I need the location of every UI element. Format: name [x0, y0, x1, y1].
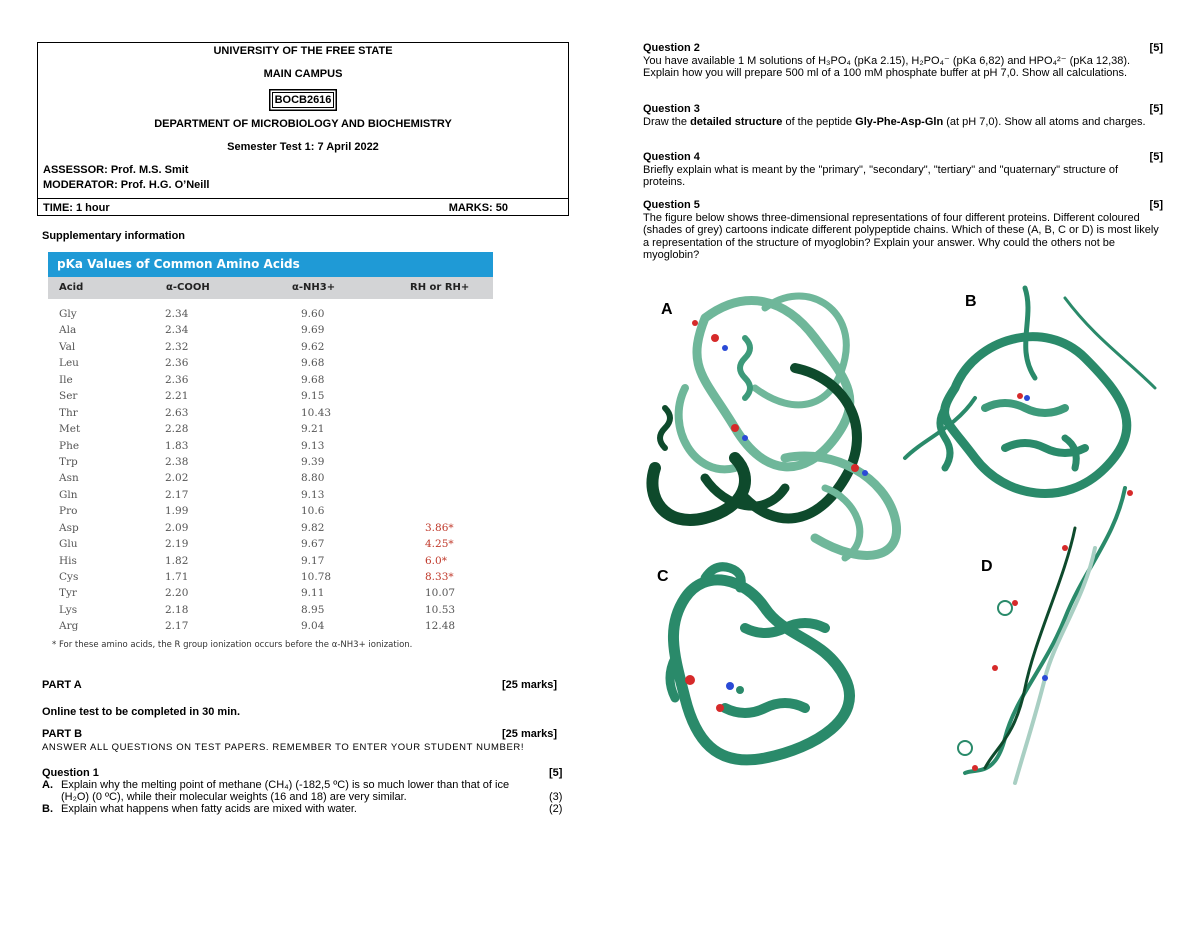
pka-rh: 3.86* [425, 521, 454, 534]
pka-acid: Arg [59, 620, 79, 633]
pka-cooh: 2.17 [165, 620, 189, 633]
pka-row [48, 455, 493, 471]
pka-row [48, 389, 493, 405]
pka-footnote: * For these amino acids, the R group ionization occurs before the α-NH3+ ionization. [52, 639, 413, 650]
part-b-note: ANSWER ALL QUESTIONS ON TEST PAPERS. REMEMBER TO ENTER YOUR STUDENT NUMBER! [42, 742, 525, 753]
pka-nh3: 9.39 [301, 455, 325, 468]
pka-row [48, 439, 493, 455]
protein-structures-svg [645, 278, 1165, 793]
q3-text-bold2: Gly-Phe-Asp-Gln [855, 115, 944, 128]
q1-b-marks: (2) [549, 803, 563, 815]
pka-acid: Phe [59, 439, 80, 452]
pka-row [48, 406, 493, 422]
pka-nh3: 10.78 [301, 571, 332, 583]
pka-acid: Thr [59, 406, 78, 419]
protein-structures-figure [645, 278, 1165, 793]
pka-nh3: 9.69 [301, 324, 325, 337]
q1-title: Question 1 [42, 767, 99, 779]
q3-marks: [5] [1149, 103, 1163, 115]
pka-nh3: 9.68 [301, 373, 325, 386]
q3-text [643, 116, 1163, 129]
protein-d [958, 488, 1133, 783]
pka-row [48, 340, 493, 356]
pka-row [48, 307, 493, 323]
pka-acid: Tyr [59, 587, 77, 600]
q1-a-label: A. [42, 779, 53, 791]
pka-table-title [48, 252, 493, 277]
part-b-title: PART B [42, 728, 83, 740]
q3-text-bold1: detailed structure [690, 115, 783, 128]
pka-nh3: 9.15 [301, 390, 325, 403]
q1-a-marks: (3) [549, 791, 563, 803]
pka-cooh: 2.17 [165, 488, 189, 501]
pka-cooh: 1.99 [165, 505, 189, 518]
q3-text-mid: of the peptide [782, 115, 856, 128]
q3-title: Question 3 [643, 103, 700, 115]
pka-nh3: 9.62 [301, 340, 325, 353]
pka-cooh: 1.71 [165, 571, 189, 583]
course-code-wrap [38, 92, 568, 108]
pka-acid: Trp [59, 455, 78, 468]
pka-acid: Gln [59, 488, 78, 501]
exam-header-box [37, 42, 569, 216]
moderator: MODERATOR: Prof. H.G. O’Neill [43, 179, 210, 191]
part-b-marks: [25 marks] [502, 728, 558, 740]
q4-text: Briefly explain what is meant by the "primary", "secondary", "tertiary" and "quaternary" structure of proteins. [643, 163, 1119, 188]
pka-nh3: 9.82 [301, 521, 325, 534]
pka-row [48, 603, 493, 619]
campus-name: MAIN CAMPUS [263, 68, 343, 80]
assessor: ASSESSOR: Prof. M.S. Smit [43, 164, 189, 176]
pka-nh3: 8.95 [301, 603, 325, 616]
pka-acid: Met [59, 423, 81, 436]
protein-c [670, 567, 850, 760]
pka-cooh: 1.82 [165, 554, 189, 567]
pka-rh: 4.25* [425, 538, 454, 551]
pka-row [48, 537, 493, 553]
question-3 [643, 103, 1163, 128]
pka-row [48, 586, 493, 602]
pka-nh3: 10.43 [301, 406, 332, 419]
part-a-marks: [25 marks] [502, 679, 558, 691]
pka-cooh: 2.34 [165, 324, 189, 337]
q2-marks: [5] [1149, 42, 1163, 54]
university-name: UNIVERSITY OF THE FREE STATE [213, 45, 393, 57]
pka-row [48, 373, 493, 389]
label-c: C [657, 568, 669, 585]
pka-acid: Ser [59, 390, 78, 403]
q1-a-text-2: (H₂O) (0 ºC), while their molecular weights (16 and 18) are very similar. [61, 791, 407, 803]
col-nh3: α-NH3+ [292, 282, 336, 293]
q1-marks: [5] [549, 767, 563, 779]
pka-cooh: 2.09 [165, 521, 189, 534]
pka-cooh: 2.18 [165, 603, 189, 616]
pka-rh: 10.53 [425, 603, 456, 616]
department-name: DEPARTMENT OF MICROBIOLOGY AND BIOCHEMISTRY [154, 118, 452, 130]
pka-nh3: 10.6 [301, 505, 325, 518]
question-2 [643, 42, 1163, 80]
pka-cooh: 2.34 [165, 308, 189, 320]
pka-table-body [48, 307, 493, 636]
pka-cooh: 2.36 [165, 373, 189, 386]
pka-cooh: 2.21 [165, 390, 189, 403]
pka-acid: Asp [59, 521, 79, 534]
pka-row [48, 619, 493, 635]
pka-title-text: pKa Values of Common Amino Acids [57, 257, 300, 271]
pka-row [48, 422, 493, 438]
pka-acid: Lys [59, 603, 78, 616]
pka-table-header [48, 277, 493, 299]
total-marks: MARKS: 50 [448, 202, 508, 214]
q5-marks: [5] [1149, 199, 1163, 211]
course-code: BOCB2616 [272, 92, 335, 108]
q5-text: The figure below shows three-dimensional representations of four different proteins. Different coloured (shades of grey) cartoons indicate different polypeptide chains. Which of these (A, B, C or D) is most likely a representation of the structure of myoglobin? Explain your answer. Why could the others not be myoglobin? [643, 211, 1159, 261]
pka-cooh: 2.28 [165, 423, 189, 436]
pka-nh3: 8.80 [301, 472, 325, 485]
pka-acid: Leu [59, 357, 79, 370]
q4-title: Question 4 [643, 151, 700, 163]
pka-table [48, 252, 493, 650]
pka-row [48, 356, 493, 372]
pka-acid: Gly [59, 308, 77, 320]
part-a-title: PART A [42, 679, 82, 691]
pka-nh3: 9.60 [301, 308, 325, 320]
pka-cooh: 1.83 [165, 439, 189, 452]
pka-cooh: 2.36 [165, 357, 189, 370]
question-4 [643, 151, 1163, 189]
q4-marks: [5] [1149, 151, 1163, 163]
pka-rh: 8.33* [425, 571, 454, 583]
pka-rh: 10.07 [425, 587, 456, 600]
col-cooh: α-COOH [166, 282, 210, 293]
pka-nh3: 9.04 [301, 620, 325, 633]
pka-nh3: 9.17 [301, 554, 325, 567]
pka-row [48, 554, 493, 570]
pka-acid: His [59, 554, 77, 567]
pka-nh3: 9.13 [301, 439, 325, 452]
time-allowed: TIME: 1 hour [43, 202, 110, 214]
pka-cooh: 2.38 [165, 455, 189, 468]
pka-acid: Ala [59, 324, 77, 337]
part-a-note: Online test to be completed in 30 min. [42, 706, 241, 718]
protein-b [905, 288, 1155, 493]
pka-rh: 12.48 [425, 620, 456, 633]
pka-nh3: 9.67 [301, 538, 325, 551]
pka-row [48, 521, 493, 537]
pka-row [48, 570, 493, 586]
pka-acid: Ile [59, 373, 73, 386]
pka-cooh: 2.02 [165, 472, 189, 485]
q2-text: You have available 1 M solutions of H₃PO₄ (pKa 2.15), H₂PO₄⁻ (pKa 6,82) and HPO₄²⁻ (pKa 12,38). Explain how you will prepare 500 ml of a 100 mM phosphate buffer at pH 7,0. Show all calculations. [643, 54, 1131, 79]
q3-text-post: (at pH 7,0). Show all atoms and charges. [943, 115, 1146, 128]
col-rh: RH or RH+ [410, 282, 470, 293]
pka-cooh: 2.19 [165, 538, 189, 551]
pka-row [48, 488, 493, 504]
label-b: B [965, 293, 977, 310]
col-acid: Acid [59, 282, 84, 293]
pka-cooh: 2.20 [165, 587, 189, 600]
pka-row [48, 504, 493, 520]
pka-row [48, 471, 493, 487]
supplementary-title: Supplementary information [42, 230, 186, 242]
pka-cooh: 2.32 [165, 340, 189, 353]
pka-acid: Glu [59, 538, 78, 551]
question-5 [643, 199, 1163, 262]
label-d: D [981, 558, 993, 575]
q3-text-pre: Draw the [643, 115, 691, 128]
q2-title: Question 2 [643, 42, 700, 54]
pka-nh3: 9.68 [301, 357, 325, 370]
pka-row [48, 323, 493, 339]
pka-acid: Cys [59, 571, 79, 583]
protein-a [652, 296, 896, 558]
header-divider [38, 198, 568, 199]
pka-nh3: 9.11 [301, 587, 325, 600]
pka-cooh: 2.63 [165, 406, 189, 419]
test-title: Semester Test 1: 7 April 2022 [227, 141, 379, 153]
label-a: A [661, 301, 673, 318]
q1-b-label: B. [42, 803, 53, 815]
pka-acid: Asn [59, 472, 79, 485]
pka-nh3: 9.13 [301, 488, 325, 501]
q5-title: Question 5 [643, 199, 700, 211]
q1-b-text: Explain what happens when fatty acids are mixed with water. [61, 803, 357, 815]
pka-rh: 6.0* [425, 554, 447, 567]
pka-acid: Pro [59, 505, 78, 518]
q1-a-text-1: Explain why the melting point of methane (CH₄) (-182,5 ºC) is so much lower than that of ice [61, 779, 510, 791]
pka-acid: Val [59, 340, 76, 353]
pka-nh3: 9.21 [301, 423, 325, 436]
